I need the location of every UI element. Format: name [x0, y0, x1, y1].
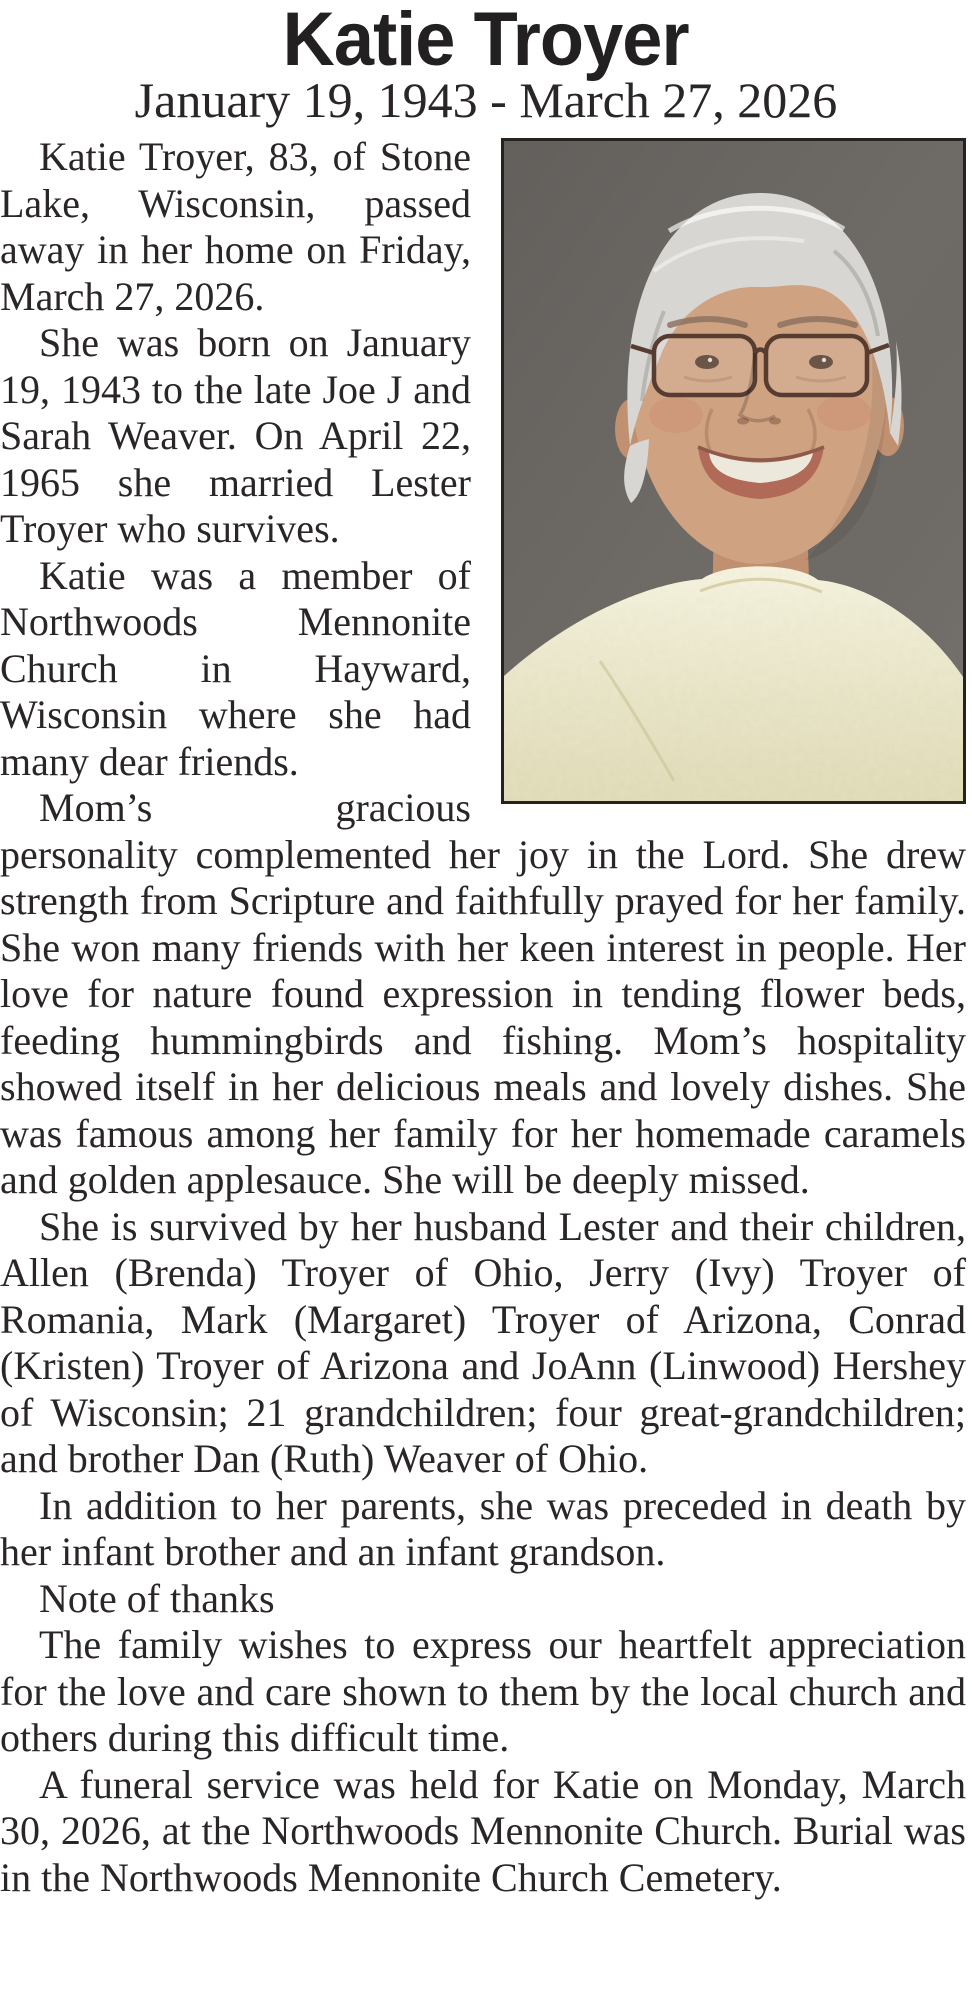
page-title: Katie Troyer	[283, 0, 689, 82]
portrait-illustration	[504, 141, 963, 801]
obituary-paragraph-note-of-thanks: Note of thanks	[39, 1575, 275, 1621]
obituary-text	[0, 134, 966, 1901]
obituary-paragraph: In addition to her parents, she was preceded in death by her infant brother and an infant grandson.	[0, 1482, 966, 1574]
obituary-paragraph: Mom’s gracious personality complemented her joy in the Lord. She drew strength from Scripture and faithfully prayed for her family. She won many friends with her keen interest in people. Her love for nature found expression in tending flower beds, feeding hummingbirds and fishing. Mom’s hospitality showed itself in her delicious meals and lovely dishes. She was famous among her family for her homemade caramels and golden applesauce. She will be deeply missed.	[0, 785, 966, 1202]
life-dates: January 19, 1943 - March 27, 2026	[134, 72, 838, 128]
obituary-header	[0, 0, 972, 128]
obituary-paragraph: Katie Troyer, 83, of Stone Lake, Wisconsin, passed away in her home on Friday, March 27, 2026.	[0, 134, 471, 319]
obituary-paragraph: A funeral service was held for Katie on Monday, March 30, 2026, at the Northwoods Mennonite Church. Burial was in the Northwoods Mennonite Church Cemetery.	[0, 1761, 966, 1900]
obituary-paragraph: The family wishes to express our heartfelt appreciation for the love and care shown to them by the local church and others during this difficult time.	[0, 1622, 966, 1760]
obituary-paragraph: Katie was a member of Northwoods Mennonite Church in Hayward, Wisconsin where she had many dear friends.	[0, 552, 471, 784]
portrait-photo	[501, 138, 966, 804]
right-cheek-blush	[817, 395, 871, 431]
obituary-paragraph: She was born on January 19, 1943 to the late Joe J and Sarah Weaver. On April 22, 1965 she married Lester Troyer who survives.	[0, 320, 471, 551]
nostril	[737, 418, 749, 425]
obituary-paragraph: She is survived by her husband Lester and their children, Allen (Brenda) Troyer of Ohio, Jerry (Ivy) Troyer of Romania, Mark (Margaret) Troyer of Arizona, Conrad (Kristen) Troyer of Arizona and JoAnn (Linwood) Hershey of Wisconsin; 21 grandchildren; four great-grandchildren; and brother Dan (Ruth) Weaver of Ohio.	[0, 1203, 966, 1481]
left-cheek-blush	[649, 397, 703, 433]
nostril	[769, 418, 781, 425]
